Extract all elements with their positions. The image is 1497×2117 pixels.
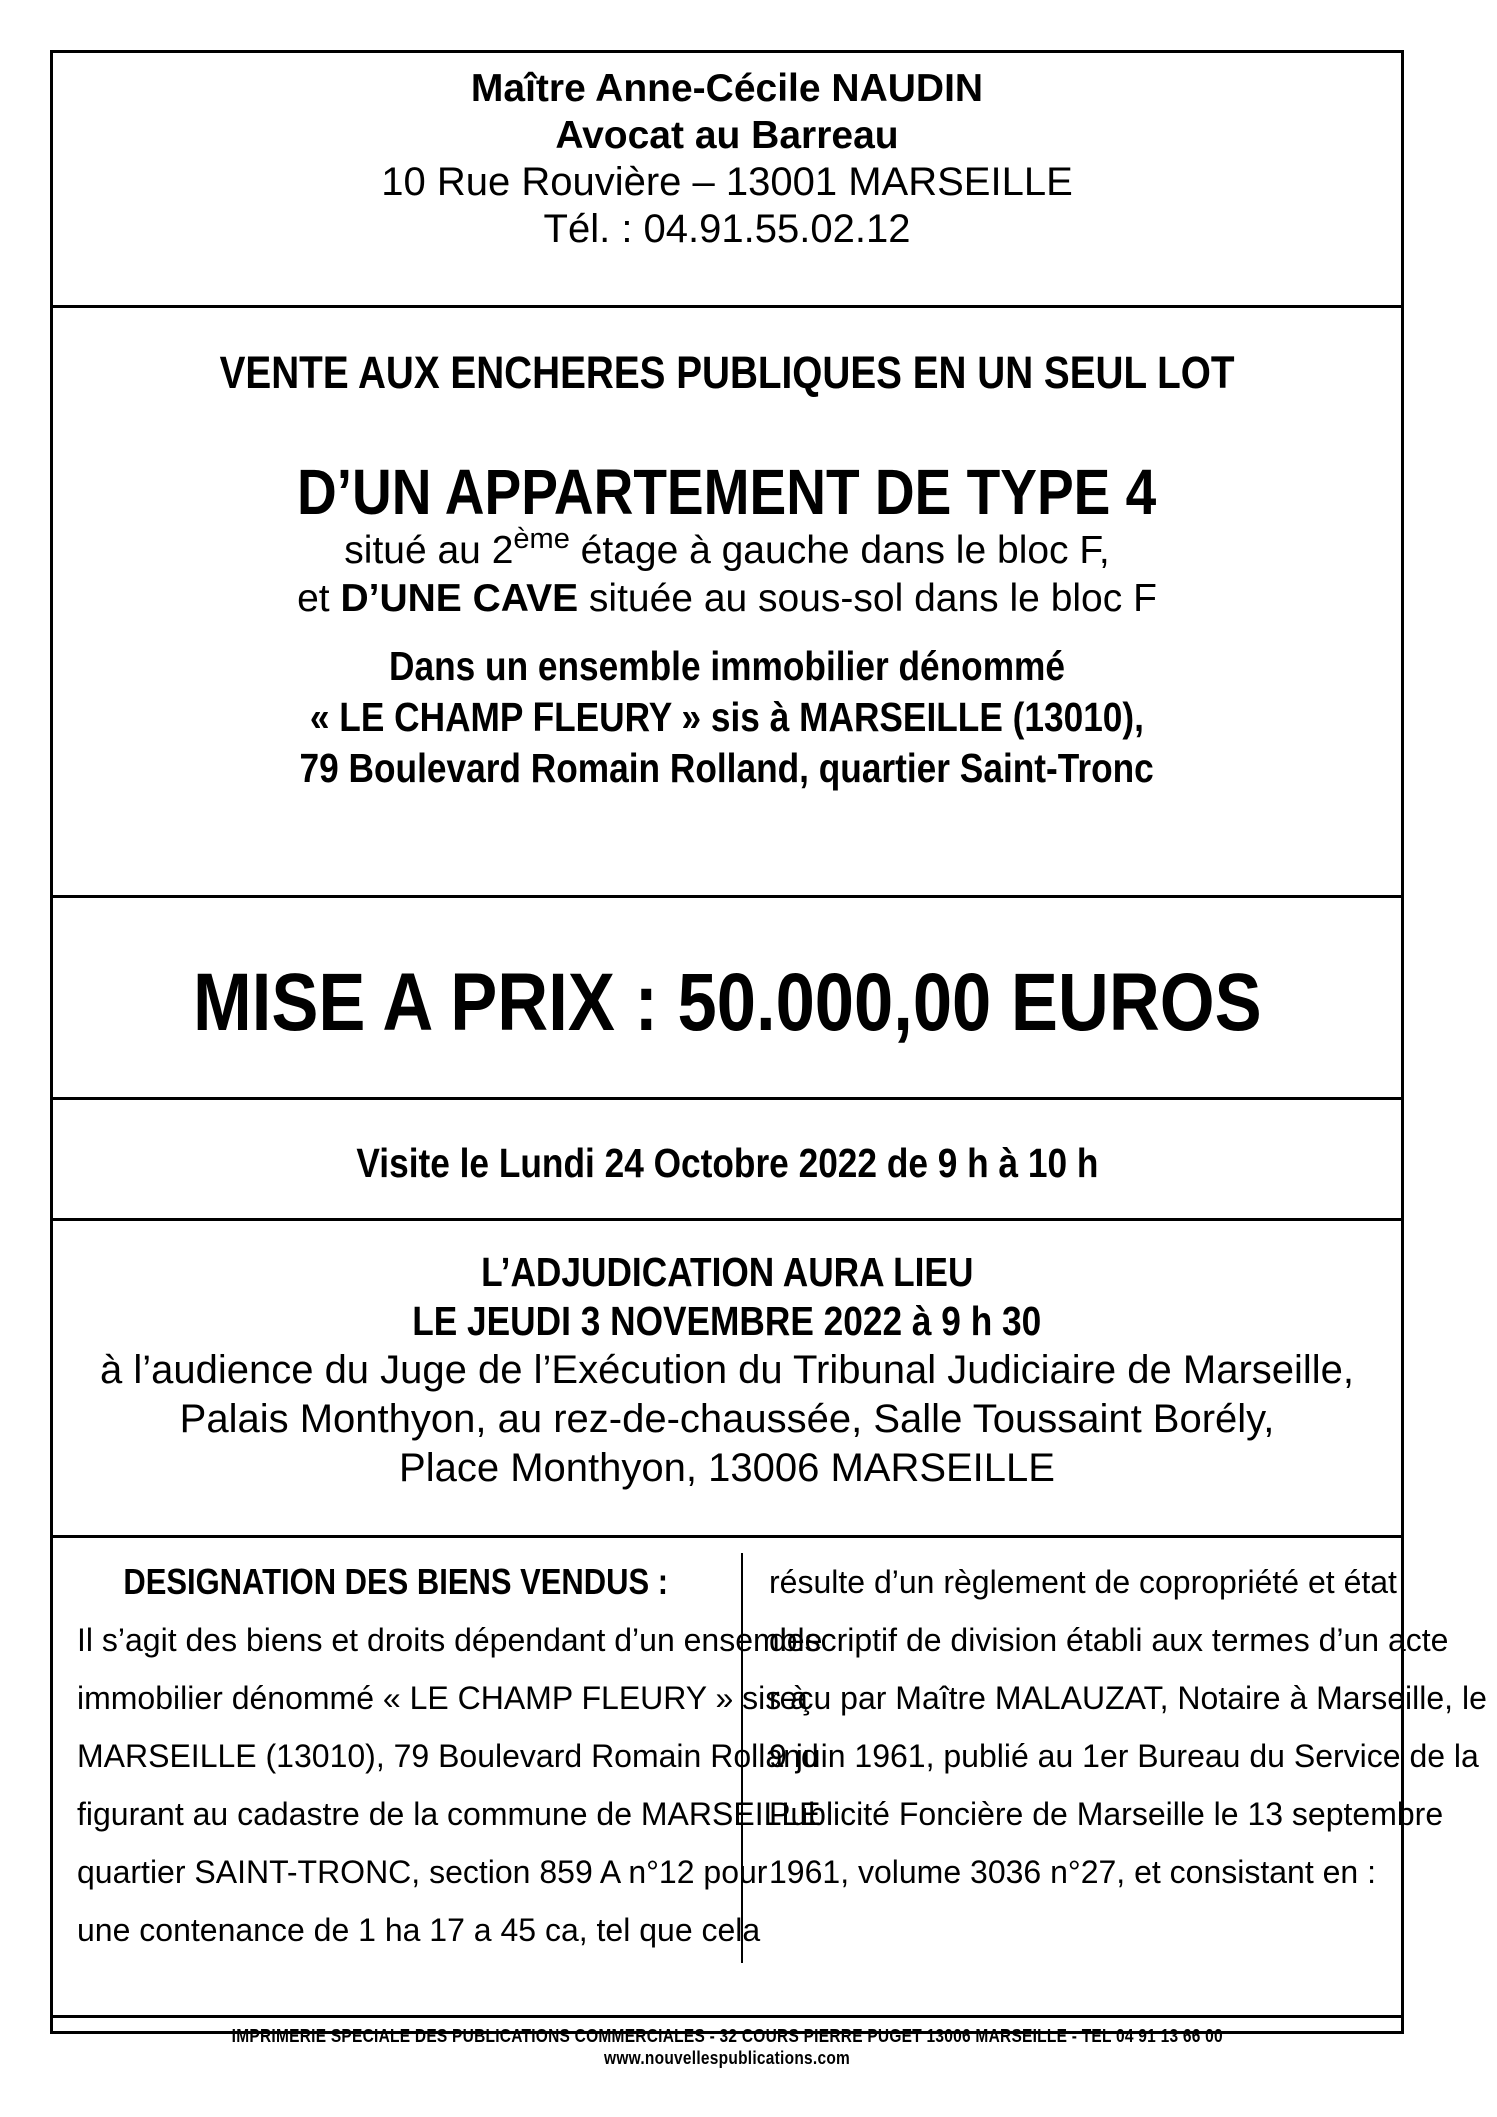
printer-info: IMPRIMERIE SPECIALE DES PUBLICATIONS COMMERCIALES - 32 COURS PIERRE PUGET 13006 MARSEILLE - TEL 04 91 13 66 00: [231, 2026, 1223, 2046]
text-line: figurant au cadastre de la commune de MARSEILLE: [77, 1796, 821, 1832]
adjudication-section: [53, 1248, 1401, 1493]
lawyer-address: 10 Rue Rouvière – 13001 MARSEILLE: [381, 160, 1073, 204]
text-line: MARSEILLE (13010), 79 Boulevard Romain Rolland: [77, 1738, 819, 1774]
designation-title: DESIGNATION DES BIENS VENDUS :: [123, 1561, 669, 1602]
floor-description: situé au 2ème étage à gauche dans le bloc F,: [344, 523, 1110, 572]
text-line: descriptif de division établi aux termes d’un acte: [769, 1622, 1449, 1658]
text-line: une contenance de 1 ha 17 a 45 ca, tel que cela: [77, 1912, 761, 1948]
divider: [53, 1535, 1401, 1538]
text-line: résulte d’un règlement de copropriété et état: [769, 1564, 1397, 1600]
text-line: immobilier dénommé « LE CHAMP FLEURY » sis à: [77, 1680, 808, 1716]
property-heading: D’UN APPARTEMENT DE TYPE 4: [297, 456, 1157, 528]
text-line: 1961, volume 3036 n°27, et consistant en :: [769, 1854, 1376, 1890]
adjudication-address: Place Monthyon, 13006 MARSEILLE: [399, 1446, 1055, 1490]
lawyer-title: Avocat au Barreau: [555, 114, 899, 157]
designation-right-column: [769, 1553, 1487, 1901]
cave-description: et D’UNE CAVE située au sous-sol dans le bloc F: [297, 577, 1157, 620]
visit-info: Visite le Lundi 24 Octobre 2022 de 9 h à 10 h: [355, 1140, 1099, 1186]
text-line: Il s’agit des biens et droits dépendant d’un ensemble: [77, 1622, 823, 1658]
ensemble-info: Dans un ensemble immobilier dénommé « LE CHAMP FLEURY » sis à MARSEILLE (13010), 79 Boulevard Romain Rolland, quartier Saint-Tronc: [299, 643, 1155, 791]
divider: [53, 1218, 1401, 1221]
sale-section: [53, 345, 1401, 794]
text-line: quartier SAINT-TRONC, section 859 A n°12 pour: [77, 1854, 768, 1890]
text-line: Publicité Foncière de Marseille le 13 septembre: [769, 1796, 1444, 1832]
printer-footer: [53, 2025, 1401, 2069]
divider: [53, 895, 1401, 898]
notice-frame: [50, 50, 1487, 2068]
starting-price: MISE A PRIX : 50.000,00 EUROS: [192, 957, 1262, 1048]
text-line: reçu par Maître MALAUZAT, Notaire à Marseille, le: [769, 1680, 1487, 1716]
divider: [53, 2015, 1401, 2018]
adjudication-title: L’ADJUDICATION AURA LIEU: [480, 1249, 974, 1295]
lawyer-phone: Tél. : 04.91.55.02.12: [543, 207, 911, 251]
adjudication-date: LE JEUDI 3 NOVEMBRE 2022 à 9 h 30: [412, 1298, 1042, 1344]
divider: [53, 305, 1401, 308]
designation-left-column: [77, 1553, 823, 1959]
text-line: 9 juin 1961, publié au 1er Bureau du Service de la: [769, 1738, 1479, 1774]
column-divider: [741, 1553, 743, 1963]
printer-website: www.nouvellespublications.com: [603, 2048, 851, 2068]
adjudication-room: Palais Monthyon, au rez-de-chaussée, Salle Toussaint Borély,: [179, 1397, 1275, 1441]
lawyer-header: [53, 65, 1401, 253]
sale-title: VENTE AUX ENCHERES PUBLIQUES EN UN SEUL LOT: [219, 347, 1235, 398]
lawyer-name: Maître Anne-Cécile NAUDIN: [470, 67, 984, 110]
adjudication-court: à l’audience du Juge de l’Exécution du Tribunal Judiciaire de Marseille,: [99, 1348, 1355, 1392]
divider: [53, 1097, 1401, 1100]
